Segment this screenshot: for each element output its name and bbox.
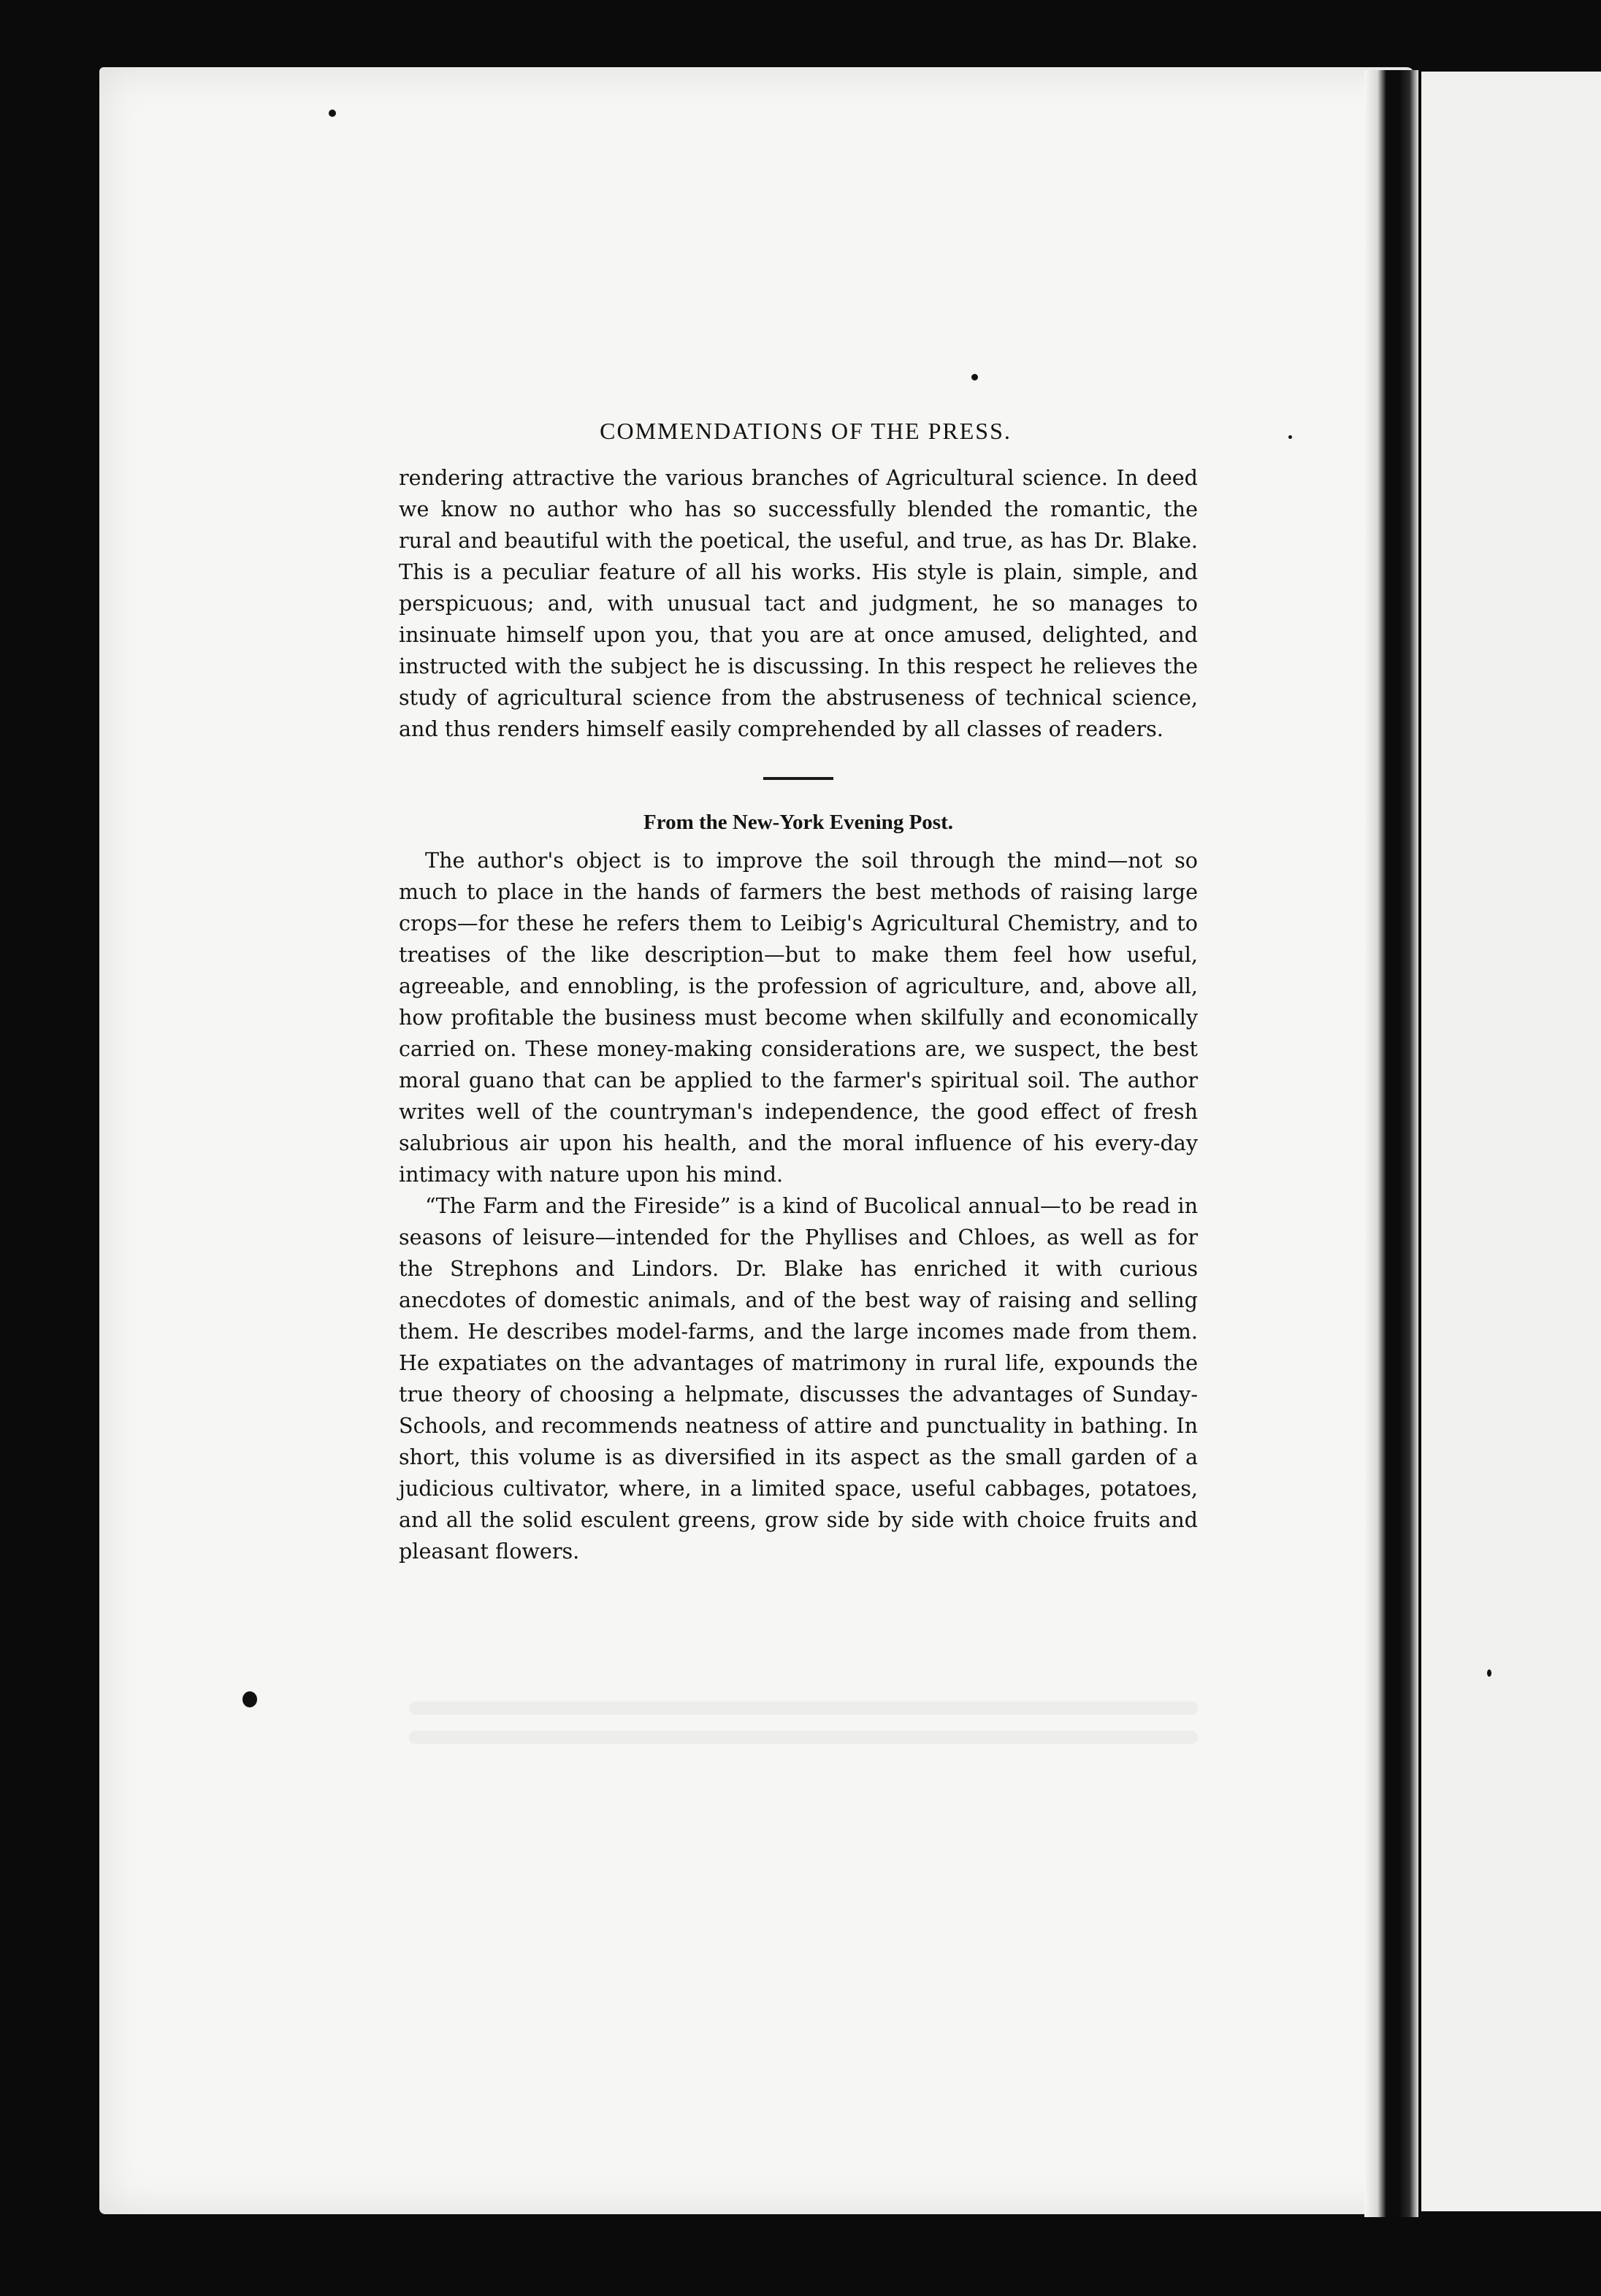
review-paragraph: The author's object is to improve the soil through the mind—not so much to place in the hands of farmers the best methods of raising large crops—for these he refers them to Leibig's Agricultural Chemistry, and to treatises of the like description—but to make them feel how useful, agreeable, and ennobling, is the profession of agriculture, and, above all, how profitable the business must become when skilfully and economically carried on. These money-making considerations are, we suspect, the best moral guano that can be applied to the farmer's spiritual soil. The author writes well of the countryman's independence, the good effect of fresh salubrious air upon his health, and the moral influence of his every-day intimacy with nature upon his mind. bbox=[399, 848, 1198, 1187]
ink-speck bbox=[971, 374, 978, 380]
page-text bbox=[399, 418, 1198, 1567]
bleed-through-line bbox=[409, 1731, 1198, 1744]
review-paragraph: “The Farm and the Fireside” is a kind of Bucolical annual—to be read in seasons of leisure—intended for the Phyllises and Chloes, as well as for the Strephons and Lindors. Dr. Blake has enriched it with curious anecdotes of domestic animals, and of the best way of raising and selling them. He describes model-farms, and the large incomes made from them. He expatiates on the advantages of matrimony in rural life, expounds the true theory of choosing a helpmate, discusses the advantages of Sunday-Schools, and recommends neatness of attire and punctuality in bathing. In short, this volume is as diversified in its aspect as the small garden of a judicious cultivator, where, in a limited space, useful cabbages, potatoes, and all the solid esculent greens, grow side by side with choice fruits and pleasant flowers. bbox=[399, 1193, 1198, 1564]
bleed-through-line bbox=[409, 1702, 1198, 1715]
book-gutter bbox=[1364, 70, 1418, 2217]
continuation-paragraph: rendering attractive the various branches of Agricultural science. In deed we know no author who has so successfully blended the romantic, the rural and beautiful with the poetical, the useful, and true, as has Dr. Blake. This is a peculiar feature of all his works. His style is plain, simple, and perspicuous; and, with unusual tact and judgment, he so manages to insinuate himself upon you, that you are at once amused, delighted, and instructed with the subject he is discussing. In this respect he relieves the study of agricultural science from the abstruseness of technical science, and thus renders himself easily comprehended by all classes of readers. bbox=[399, 465, 1198, 741]
ink-speck bbox=[242, 1691, 257, 1707]
review-source-heading: From the New-York Evening Post. bbox=[643, 811, 953, 834]
section-rule bbox=[763, 777, 833, 780]
ink-speck bbox=[1487, 1669, 1491, 1677]
running-head: COMMENDATIONS OF THE PRESS. bbox=[600, 418, 1012, 444]
ink-speck bbox=[329, 110, 336, 117]
facing-page-edge bbox=[1421, 72, 1601, 2211]
ink-speck bbox=[1288, 435, 1292, 439]
